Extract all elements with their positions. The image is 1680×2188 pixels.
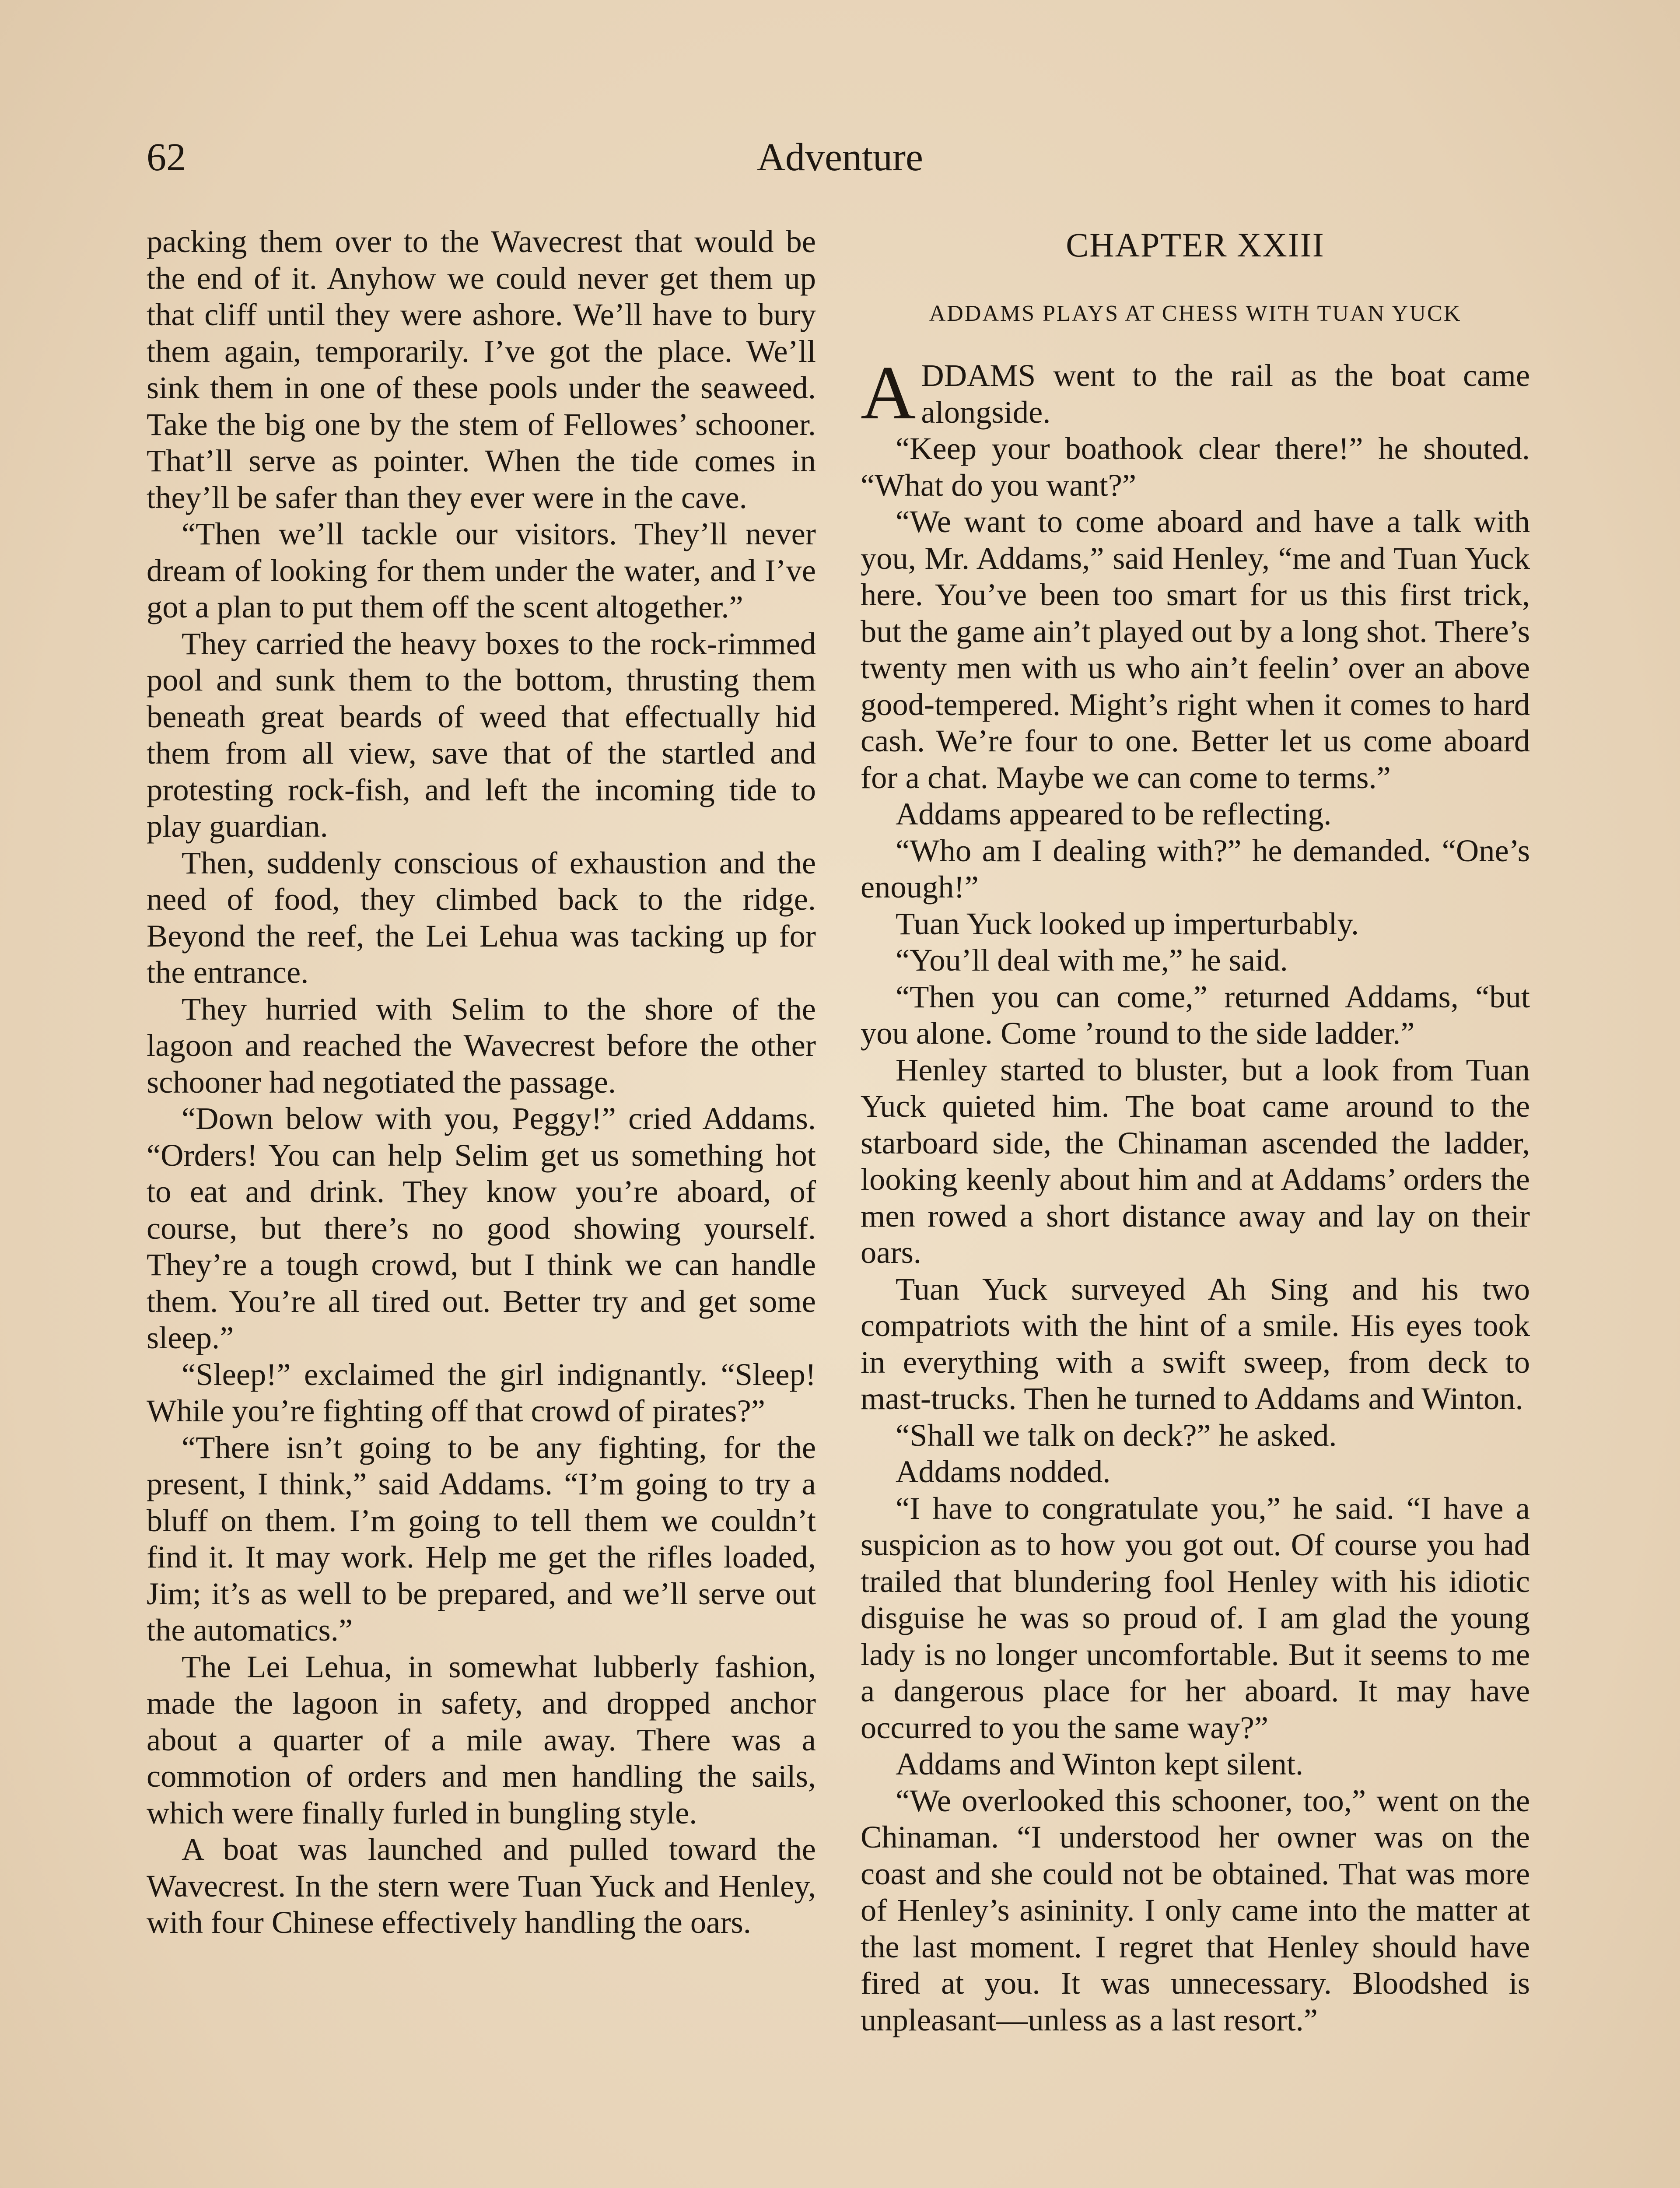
paragraph: “Keep your boathook clear there!” he shouted. “What do you want?”	[861, 431, 1530, 503]
right-column	[861, 223, 1530, 2038]
left-column	[147, 223, 816, 1941]
paragraph: “Who am I dealing with?” he demanded. “One’s enough!”	[861, 832, 1530, 905]
paragraph: “Then we’ll tackle our visitors. They’ll never dream of looking for them under the water, and I’ve got a plan to put them off the scent altogether.”	[147, 516, 816, 624]
paragraph: “We overlooked this schooner, too,” went on the Chinaman. “I understood her owner was on the coast and she could not be obtained. That was more of Henley’s asininity. I only came into the matter at the last moment. I regret that Henley should have fired at you. It was unnecessary. Bloodshed is unpleasant—unless as a last resort.”	[861, 1782, 1530, 2037]
paragraph: “Then you can come,” returned Addams, “but you alone. Come ’round to the side ladder.”	[861, 978, 1530, 1051]
paragraph: Tuan Yuck looked up imperturbably.	[896, 905, 1359, 941]
paragraph: The Lei Lehua, in somewhat lubberly fashion, made the lagoon in safety, and dropped anchor about a quarter of a mile away. There was a commotion of orders and men handling the sails, which were finally furled in bungling style.	[147, 1648, 816, 1830]
paragraph: “Sleep!” exclaimed the girl indignantly. “Sleep! While you’re fighting off that crowd of pirates?”	[147, 1356, 816, 1428]
chapter-title: CHAPTER XXIII	[1066, 226, 1325, 264]
paragraph: Tuan Yuck surveyed Ah Sing and his two compatriots with the hint of a smile. His eyes took in everything with a swift sweep, from deck to mast-trucks. Then he turned to Addams and Winton.	[861, 1271, 1530, 1416]
paragraph: “Down below with you, Peggy!” cried Addams. “Orders! You can help Selim get us something hot to eat and drink. They know you’re aboard, of course, but there’s no good showing yourself. They’re a tough crowd, but I think we can handle them. You’re all tired out. Better try and get some sleep.”	[147, 1101, 816, 1355]
paragraph: packing them over to the Wavecrest that would be the end of it. Anyhow we could never get them up that cliff until they were ashore. We’ll have to bury them again, temporarily. I’ve got the place. We’ll sink them in one of these pools under the seaweed. Take the big one by the stem of Fellowes’ schooner. That’ll serve as pointer. When the tide comes in they’ll be safer than they ever were in the cave.	[147, 224, 816, 515]
page-number: 62	[147, 136, 186, 179]
paragraph: “Shall we talk on deck?” he asked.	[896, 1417, 1337, 1453]
paragraph: “I have to congratulate you,” he said. “I have a suspicion as to how you got out. Of course you had trailed that blundering fool Henley with his idiotic disguise he was so proud of. I am glad the young lady is no longer uncomfortable. But it seems to me a dangerous place for her aboard. It may have occurred to you the same way?”	[861, 1490, 1530, 1745]
paragraph: Addams nodded.	[896, 1454, 1111, 1489]
paragraph: Henley started to bluster, but a look from Tuan Yuck quieted him. The boat came around to the starboard side, the Chinaman ascended the ladder, looking keenly about him and at Addams’ orders the men rowed a short distance away and lay on their oars.	[861, 1052, 1530, 1270]
running-title: Adventure	[757, 136, 923, 179]
chapter-subtitle: ADDAMS PLAYS AT CHESS WITH TUAN YUCK	[929, 301, 1462, 326]
lead-text: DDAMS went to the rail as the boat came alongside.	[921, 358, 1530, 430]
paragraph: “You’ll deal with me,” he said.	[896, 942, 1288, 978]
paragraph: They hurried with Selim to the shore of the lagoon and reached the Wavecrest before the other schooner had negotiated the passage.	[147, 991, 816, 1100]
chapter-lead-paragraph	[861, 350, 1530, 435]
paragraph: Addams and Winton kept silent.	[896, 1746, 1304, 1781]
paragraph: “We want to come aboard and have a talk with you, Mr. Addams,” said Henley, “me and Tuan Yuck here. You’ve been too smart for us this first trick, but the game ain’t played out by a long shot. There’s twenty men with us who ain’t feelin’ over an above good-tempered. Might’s right when it comes to hard cash. We’re four to one. Better let us come aboard for a chat. Maybe we can come to terms.”	[861, 504, 1530, 795]
drop-cap: A	[861, 350, 916, 435]
paragraph: They carried the heavy boxes to the rock-rimmed pool and sunk them to the bottom, thrusting them beneath great beards of weed that effectually hid them from all view, save that of the startled and protesting rock-fish, and left the incoming tide to play guardian.	[147, 625, 816, 844]
page-header	[147, 131, 1533, 184]
paragraph: A boat was launched and pulled toward the Wavecrest. In the stern were Tuan Yuck and Henley, with four Chinese effectively handling the oars.	[147, 1831, 816, 1940]
paragraph: “There isn’t going to be any fighting, for the present, I think,” said Addams. “I’m going to try a bluff on them. I’m going to tell them we couldn’t find it. It may work. Help me get the rifles loaded, Jim; it’s as well to be prepared, and we’ll serve out the automatics.”	[147, 1429, 816, 1648]
paragraph: Addams appeared to be reflecting.	[896, 796, 1332, 831]
paragraph: Then, suddenly conscious of exhaustion and the need of food, they climbed back to the ridge. Beyond the reef, the Lei Lehua was tacking up for the entrance.	[147, 845, 816, 990]
